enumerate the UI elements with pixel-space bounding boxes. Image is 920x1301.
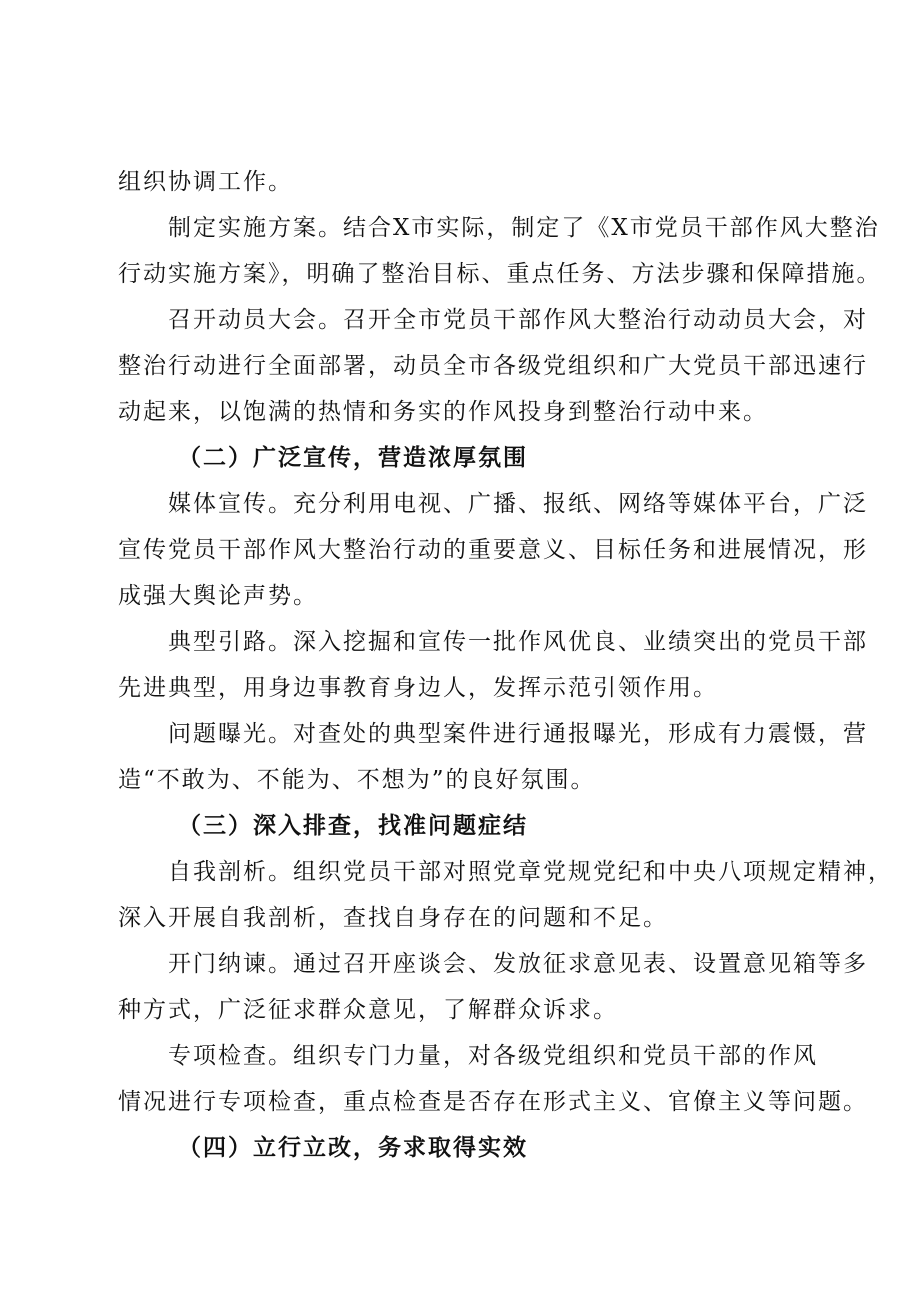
paragraph-media-line-1: 媒体宣传。充分利用电视、广播、报纸、网络等媒体平台，广泛 <box>168 491 868 517</box>
paragraph-inspection-line-2: 情况进行专项检查，重点检查是否存在形式主义、官僚主义等问题。 <box>118 1089 868 1115</box>
section-heading-three: （三）深入排查，找准问题症结 <box>178 813 528 839</box>
paragraph-exposure-line-2: 造“不敢为、不能为、不想为”的良好氛围。 <box>118 767 596 793</box>
paragraph-model-line-1: 典型引路。深入挖掘和宣传一批作风优良、业绩突出的党员干部 <box>168 629 868 655</box>
paragraph-mobilization-line-3: 动起来，以饱满的热情和务实的作风投身到整治行动中来。 <box>118 399 768 425</box>
paragraph-media-line-2: 宣传党员干部作风大整治行动的重要意义、目标任务和进展情况，形 <box>118 537 868 563</box>
paragraph-self-analysis-line-1: 自我剖析。组织党员干部对照党章党规党纪和中央八项规定精神， <box>168 859 893 885</box>
paragraph-inspection-line-1: 专项检查。组织专门力量，对各级党组织和党员干部的作风 <box>168 1043 818 1069</box>
section-heading-two: （二）广泛宣传，营造浓厚氛围 <box>178 445 528 471</box>
paragraph-open-door-line-2: 种方式，广泛征求群众意见，了解群众诉求。 <box>118 997 618 1023</box>
paragraph-self-analysis-line-2: 深入开展自我剖析，查找自身存在的问题和不足。 <box>118 905 668 931</box>
paragraph-media-line-3: 成强大舆论声势。 <box>118 583 318 609</box>
paragraph-open-door-line-1: 开门纳谏。通过召开座谈会、发放征求意见表、设置意见箱等多 <box>168 951 868 977</box>
paragraph-implementation-plan-line-1: 制定实施方案。结合X市实际，制定了《X市党员干部作风大整治 <box>168 215 880 241</box>
paragraph-mobilization-line-1: 召开动员大会。召开全市党员干部作风大整治行动动员大会，对 <box>168 307 868 333</box>
section-heading-four: （四）立行立改，务求取得实效 <box>178 1135 528 1161</box>
paragraph-exposure-line-1: 问题曝光。对查处的典型案件进行通报曝光，形成有力震慑，营 <box>168 721 868 747</box>
paragraph-mobilization-line-2: 整治行动进行全面部署，动员全市各级党组织和广大党员干部迅速行 <box>118 353 868 379</box>
paragraph-model-line-2: 先进典型，用身边事教育身边人，发挥示范引领作用。 <box>118 675 718 701</box>
paragraph-implementation-plan-line-2: 行动实施方案》，明确了整治目标、重点任务、方法步骤和保障措施。 <box>118 261 882 287</box>
line-1: 组织协调工作。 <box>118 169 293 195</box>
